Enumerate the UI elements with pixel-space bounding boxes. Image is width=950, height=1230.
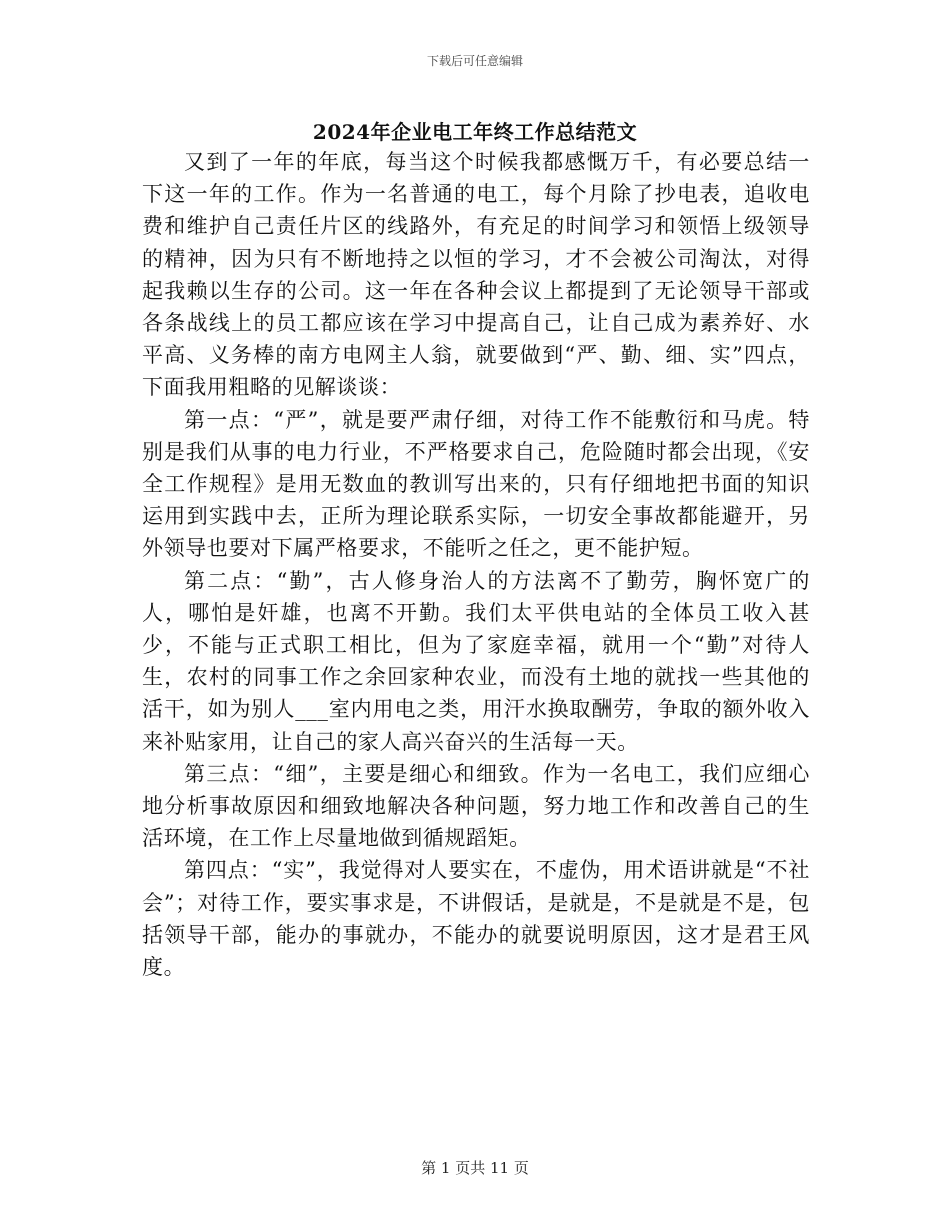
paragraph-point-honest: 第四点：“实”，我觉得对人要实在，不虚伪，用术语讲就是“不社会”；对待工作，要实事求是，不讲假话，是就是，不是就是不是，包括领导干部，能办的事就办，不能办的就要说明原因，这才是君王风度。 (142, 858, 810, 980)
page-number: 第 1 页共 11 页 (421, 1159, 529, 1177)
paragraph-point-strict: 第一点：“严”，就是要严肃仔细，对待工作不能敷衍和马虎。特别是我们从事的电力行业，不严格要求自己，危险随时都会出现，《安全工作规程》是用无数血的教训写出来的，只有仔细地把书面的知识运用到实践中去，正所为理论联系实际，一切安全事故都能避开，另外领导也要对下属严格要求，不能听之任之，更不能护短。 (142, 407, 810, 561)
paragraph-point-careful: 第三点：“细”，主要是细心和细致。作为一名电工，我们应细心地分析事故原因和细致地解决各种问题，努力地工作和改善自己的生活环境，在工作上尽量地做到循规蹈矩。 (142, 761, 810, 851)
paragraph-intro: 又到了一年的年底，每当这个时候我都感慨万千，有必要总结一下这一年的工作。作为一名普通的电工，每个月除了抄电表，追收电费和维护自己责任片区的线路外，有充足的时间学习和领悟上级领导的精神，因为只有不断地持之以恒的学习，才不会被公司淘汰，对得起我赖以生存的公司。这一年在各种会议上都提到了无论领导干部或各条战线上的员工都应该在学习中提高自己，让自己成为素养好、水平高、义务棒的南方电网主人翁，就要做到“严、勤、细、实”四点，下面我用粗略的见解谈谈： (142, 150, 810, 400)
document-title: 2024年企业电工年终工作总结范文 (312, 120, 638, 144)
document-body (142, 146, 810, 983)
paragraph-point-diligent: 第二点：“勤”，古人修身治人的方法离不了勤劳，胸怀宽广的人，哪怕是奸雄，也离不开勤。我们太平供电站的全体员工收入甚少，不能与正式职工相比，但为了家庭幸福，就用一个“勤”对待人生，农村的同事工作之余回家种农业，而没有土地的就找一些其他的活干，如为别人___室内用电之类，用汗水换取酬劳，争取的额外收入来补贴家用，让自己的家人高兴奋兴的生活每一天。 (142, 568, 810, 754)
page-header-note: 下载后可任意编辑 (426, 54, 523, 68)
